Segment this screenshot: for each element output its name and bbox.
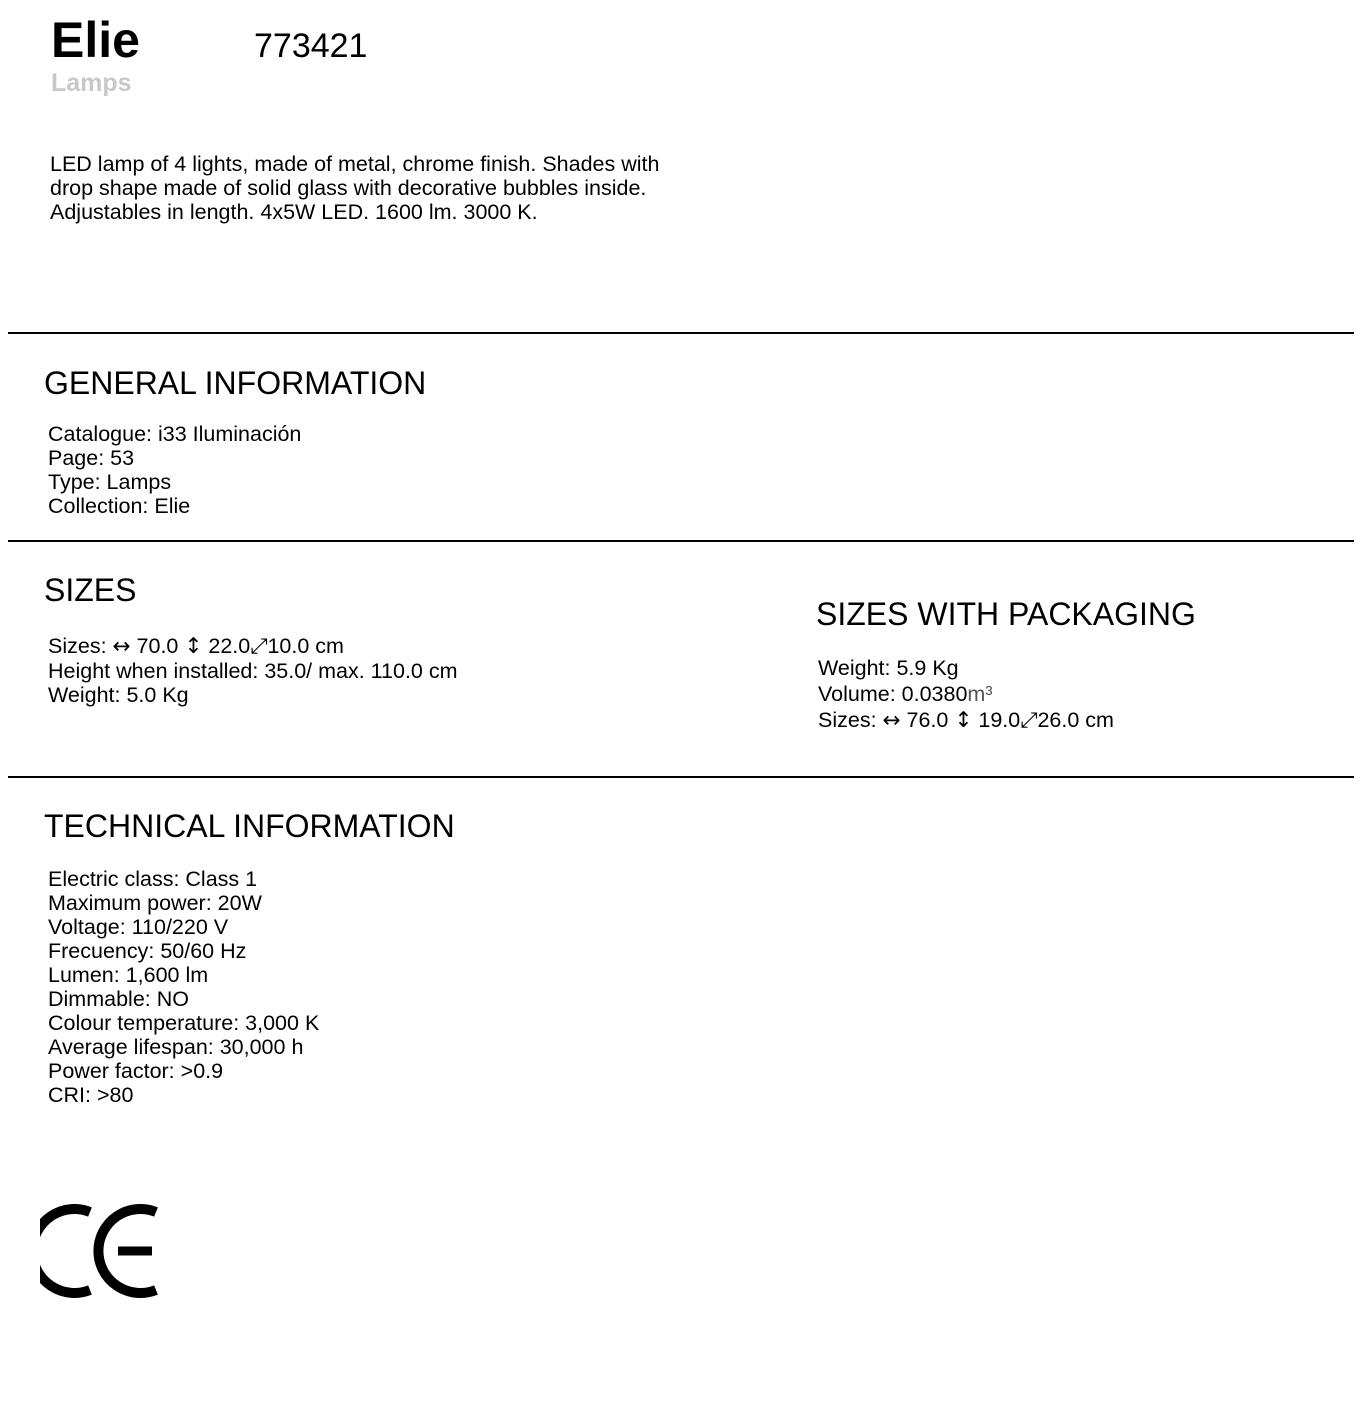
width-value: 76.0: [906, 708, 949, 732]
colour-temperature-line: Colour temperature: 3,000 K: [48, 1011, 320, 1035]
height-value: 19.0: [978, 708, 1021, 732]
sizes-with-packaging-heading: SIZES WITH PACKAGING: [816, 596, 1196, 632]
divider: [8, 540, 1354, 542]
divider: [8, 776, 1354, 778]
sizes-heading: SIZES: [44, 572, 137, 608]
sizes-line: [48, 634, 458, 659]
maximum-power-line: Maximum power: 20W: [48, 891, 262, 915]
sizes-list: [48, 634, 458, 707]
product-title: Elie: [51, 12, 140, 68]
packaging-volume-line: [818, 681, 1114, 707]
vertical-double-arrow-icon: ↕: [184, 634, 203, 659]
depth-value: 10.0 cm: [267, 634, 344, 658]
installed-height-line: Height when installed: 35.0/ max. 110.0 cm: [48, 659, 458, 683]
weight-line: Weight: 5.0 Kg: [48, 683, 189, 707]
width-value: 70.0: [136, 634, 179, 658]
general-information-heading: GENERAL INFORMATION: [44, 365, 427, 401]
horizontal-double-arrow-icon: ↔: [112, 634, 131, 659]
packaging-sizes-line: [818, 707, 1114, 734]
sizes-label: Sizes:: [818, 708, 877, 732]
product-description: LED lamp of 4 lights, made of metal, chrome finish. Shades with drop shape made of solid glass with decorative bubbles inside. Adjustables in length. 4x5W LED. 1600 lm. 3000 K.: [50, 152, 660, 224]
packaging-weight-line: Weight: 5.9 Kg: [818, 656, 959, 680]
sizes-label: Sizes:: [48, 634, 107, 658]
volume-unit: m³: [967, 682, 993, 706]
collection-line: Collection: Elie: [48, 494, 191, 518]
divider: [8, 332, 1354, 334]
type-line: Type: Lamps: [48, 470, 172, 494]
technical-information-heading: TECHNICAL INFORMATION: [44, 808, 455, 844]
diagonal-double-arrow-icon: ⤢: [1020, 708, 1038, 733]
electric-class-line: Electric class: Class 1: [48, 867, 258, 891]
ce-mark-logo: [40, 1204, 160, 1298]
vertical-double-arrow-icon: ↕: [954, 708, 973, 733]
product-code: 773421: [254, 27, 368, 65]
volume-value: Volume: 0.0380: [818, 682, 968, 706]
voltage-line: Voltage: 110/220 V: [48, 915, 229, 939]
diagonal-double-arrow-icon: ⤢: [250, 634, 268, 659]
technical-information-list: [48, 867, 319, 1107]
depth-value: 26.0 cm: [1037, 708, 1114, 732]
horizontal-double-arrow-icon: ↔: [882, 708, 901, 733]
power-factor-line: Power factor: >0.9: [48, 1059, 224, 1083]
packaging-list: [818, 655, 1114, 734]
product-type: Lamps: [51, 69, 132, 97]
dimmable-line: Dimmable: NO: [48, 987, 189, 1011]
catalogue-line: Catalogue: i33 Iluminación: [48, 422, 302, 446]
page-line: Page: 53: [48, 446, 135, 470]
average-lifespan-line: Average lifespan: 30,000 h: [48, 1035, 304, 1059]
height-value: 22.0: [208, 634, 251, 658]
lumen-line: Lumen: 1,600 lm: [48, 963, 209, 987]
frequency-line: Frecuency: 50/60 Hz: [48, 939, 247, 963]
general-information-list: [48, 422, 301, 518]
cri-line: CRI: >80: [48, 1083, 134, 1107]
